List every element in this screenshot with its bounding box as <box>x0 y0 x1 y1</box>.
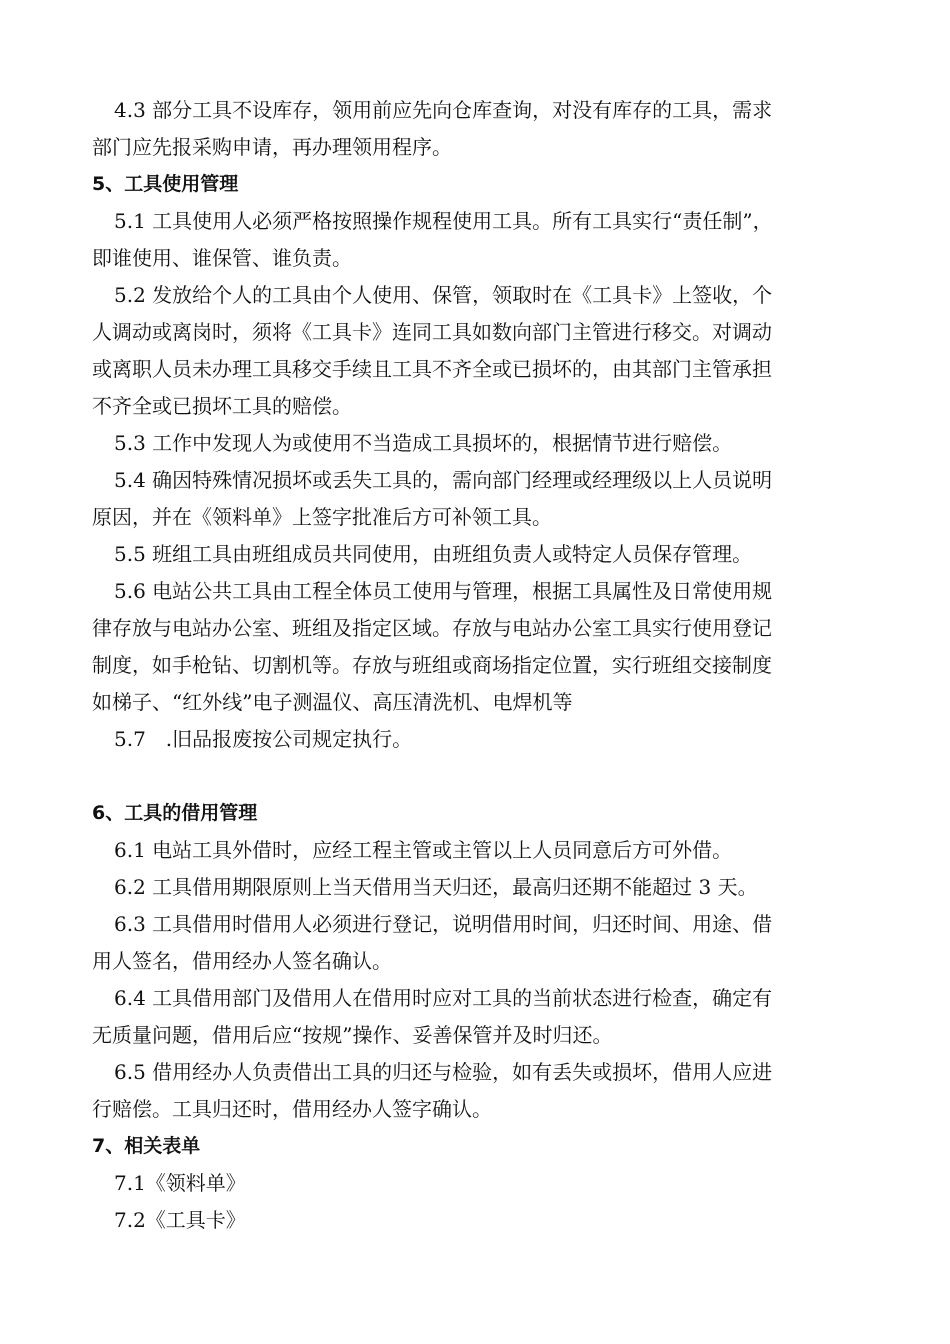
paragraph-4-3-line-2: 部门应先报采购申请，再办理领用程序。 <box>92 135 452 159</box>
paragraph-5-5: 5.5 班组工具由班组成员共同使用，由班组负责人或特定人员保存管理。 <box>114 542 753 566</box>
paragraph-5-2-line-2: 人调动或离岗时，须将《工具卡》连同工具如数向部门主管进行移交。对调动 <box>92 320 772 344</box>
paragraph-5-1-line-1: 5.1 工具使用人必须严格按照操作规程使用工具。所有工具实行“责任制”， <box>114 209 773 233</box>
paragraph-6-1: 6.1 电站工具外借时，应经工程主管或主管以上人员同意后方可外借。 <box>114 838 733 862</box>
form-item-7-1: 7.1《领料单》 <box>114 1171 246 1195</box>
paragraph-5-6-line-4: 如梯子、“红外线”电子测温仪、高压清洗机、电焊机等 <box>92 690 573 714</box>
paragraph-5-1-line-2: 即谁使用、谁保管、谁负责。 <box>92 246 352 270</box>
document-body <box>92 92 860 1239</box>
paragraph-5-7: 5.7 .旧品报废按公司规定执行。 <box>114 727 413 751</box>
section-6-heading: 6、工具的借用管理 <box>92 802 258 824</box>
paragraph-6-4-line-1: 6.4 工具借用部门及借用人在借用时应对工具的当前状态进行检查，确定有 <box>114 986 773 1010</box>
paragraph-6-2: 6.2 工具借用期限原则上当天借用当天归还，最高归还期不能超过 3 天。 <box>114 875 758 899</box>
paragraph-5-3: 5.3 工作中发现人为或使用不当造成工具损坏的，根据情节进行赔偿。 <box>114 431 733 455</box>
paragraph-4-3-line-1: 4.3 部分工具不设库存，领用前应先向仓库查询，对没有库存的工具，需求 <box>114 98 773 122</box>
paragraph-6-5-line-2: 行赔偿。工具归还时，借用经办人签字确认。 <box>92 1097 492 1121</box>
section-7-heading: 7、相关表单 <box>92 1135 201 1157</box>
blank-line <box>92 758 860 795</box>
paragraph-5-4-line-1: 5.4 确因特殊情况损坏或丢失工具的，需向部门经理或经理级以上人员说明 <box>114 468 773 492</box>
paragraph-5-6-line-2: 律存放与电站办公室、班组及指定区域。存放与电站办公室工具实行使用登记 <box>92 616 772 640</box>
paragraph-5-4-line-2: 原因，并在《领料单》上签字批准后方可补领工具。 <box>92 505 552 529</box>
paragraph-5-6-line-1: 5.6 电站公共工具由工程全体员工使用与管理，根据工具属性及日常使用规 <box>114 579 773 603</box>
paragraph-5-2-line-4: 不齐全或已损坏工具的赔偿。 <box>92 394 352 418</box>
form-item-7-2: 7.2《工具卡》 <box>114 1208 246 1232</box>
paragraph-6-3-line-2: 用人签名，借用经办人签名确认。 <box>92 949 392 973</box>
paragraph-6-4-line-2: 无质量问题，借用后应“按规”操作、妥善保管并及时归还。 <box>92 1023 613 1047</box>
paragraph-5-2-line-3: 或离职人员未办理工具移交手续且工具不齐全或已损坏的，由其部门主管承担 <box>92 357 772 381</box>
paragraph-6-3-line-1: 6.3 工具借用时借用人必须进行登记，说明借用时间，归还时间、用途、借 <box>114 912 773 936</box>
paragraph-5-2-line-1: 5.2 发放给个人的工具由个人使用、保管，领取时在《工具卡》上签收，个 <box>114 283 773 307</box>
section-5-heading: 5、工具使用管理 <box>92 173 239 195</box>
paragraph-5-6-line-3: 制度，如手枪钻、切割机等。存放与班组或商场指定位置，实行班组交接制度 <box>92 653 772 677</box>
paragraph-6-5-line-1: 6.5 借用经办人负责借出工具的归还与检验，如有丢失或损坏，借用人应进 <box>114 1060 773 1084</box>
